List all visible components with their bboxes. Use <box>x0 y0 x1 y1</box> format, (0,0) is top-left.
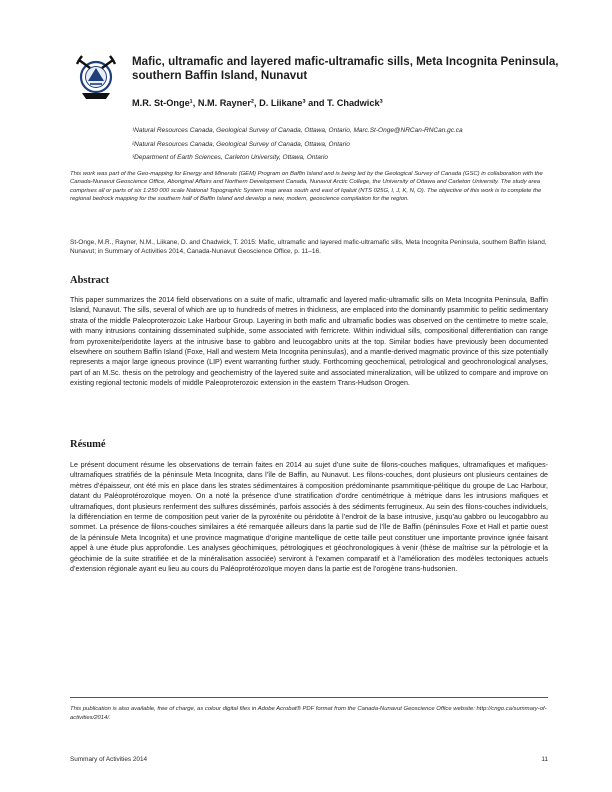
resume-heading: Résumé <box>70 439 106 450</box>
footnote: This publication is also available, free of charge, as colour digital files in Adobe Acrobat® PDF format from the Canada-Nunavut Geoscience Office website: http://cngo.ca/summary-of-activities/2014/. <box>70 706 547 721</box>
program-note: This work was part of the Geo-mapping for Energy and Minerals (GEM) Program on Baffin Island and is being led by the Geological Survey of Canada (GSC) in collaboration with the Canada-Nunavut Geoscience Office, Aboriginal Affairs and Northern Development Canada, Nunavut Arctic College, the University of Ottawa and Carleton University. The study area comprises all or parts of six 1:250 000 scale National Topographic System map areas south and east of Iqaluit (NTS 025G, I, J, K, N, O). The objective of this work is to complete the regional bedrock mapping for the southern half of Baffin Island and develop a new, modern, geoscience compilation for the region. <box>70 171 543 203</box>
abstract-text: This paper summarizes the 2014 field observations on a suite of mafic, ultramafic and layered mafic-ultramafic sills on Meta Incognita Peninsula, Baffin Island, Nunavut. The sills, several of which are up to hundreds of metres in thickness, are emplaced into the dominantly psammitic to pelitic sedimentary strata of the middle Paleoproterozoic Lake Harbour Group. Layering in both mafic and ultramafic bodies was observed on the centimetre to metre scale, with many intrusions containing disseminated sulphide, some associated with ferricrete. Within individual sills, compositional differentiation can range from pyroxenite/peridotite layers at the intrusive base to gabbro and leucogabbro units at the top. Similar bodies have previously been documented elsewhere on southern Baffin Island (Foxe, Hall and western Meta Incognita peninsulas), and a mantle-derived magmatic province of this size potentially represents a major large igneous province (LIP) event warranting further study. Forthcoming geochemical, petrological and geochronological analyses, part of an M.Sc. thesis on the petrology and geochemistry of the layered suite and associated mineralization, will be utilized to compare and improve on existing regional tectonic models of middle Paleoproterozoic extension in the eastern Trans-Hudson Orogen. <box>70 296 548 388</box>
citation: St-Onge, M.R., Rayner, N.M., Liikane, D. and Chadwick, T. 2015: Mafic, ultramafic and layered mafic-ultramafic sills, Meta Incognita Peninsula, southern Baffin Island, Nunavut; in Summary of Activities 2014, Canada-Nunavut Geoscience Office, p. 11–16. <box>70 239 547 255</box>
affiliations <box>132 124 562 165</box>
footnote-divider <box>70 697 548 698</box>
paper-title: Mafic, ultramafic and layered mafic-ultramafic sills, Meta Incognita Peninsula, southern Baffin Island, Nunavut <box>132 55 559 82</box>
author-list: M.R. St-Onge¹, N.M. Rayner², D. Liikane³ and T. Chadwick³ <box>132 98 383 108</box>
affiliation-1: ¹Natural Resources Canada, Geological Survey of Canada, Ottawa, Ontario, Marc.St-Onge@NRCan-RNCan.gc.ca <box>132 127 463 134</box>
page-number: 11 <box>541 756 548 763</box>
gsc-logo <box>74 51 118 101</box>
affiliation-2: ²Natural Resources Canada, Geological Survey of Canada, Ottawa, Ontario <box>132 140 350 148</box>
footer-publication: Summary of Activities 2014 <box>70 756 148 763</box>
abstract-heading: Abstract <box>70 275 110 286</box>
resume-text: Le présent document résume les observations de terrain faites en 2014 au sujet d’une suite de filons-couches mafiques, ultramafiques et mafiques-ultramafiques stratifiés de la péninsule Meta Incognita, dans l’île de Baffin, au Nunavut. Les filons-couches, dont plusieurs ont plusieurs centaines de mètres d’épaisseur, ont été mis en place dans les strates sédimentaires à composition prédominante psammitique-pélitique du groupe de Lac Harbour, datant du Paléoprotérozoïque moyen. On a noté la présence d’une stratification d’ordre centimétrique à métrique dans les intrusions mafiques et ultramafiques, dont plusieurs renferment des sulfures disséminés, parfois associés à des sédiments ferrugineux. Au sein des filons-couches individuels, la différenciation en terme de composition peut varier de la pyroxénite ou péridotite à l’endroit de la base intrusive, jusqu’au gabbro ou leucogabbro au sommet. La présence de filons-couches similaires a été remarquée ailleurs dans la partie sud de l’île de Baffin (péninsules Foxe et Hall et partie ouest de la péninsule Meta Incognita) et une province magmatique d’origine mantellique de cette taille peut constituer une importante province ignée faisant appel à une étude plus approfondie. Les analyses géochimiques, pétrologiques et géochronologiques à venir (thèse de maîtrise sur la pétrologie et la géochimie de la suite stratifiée et de la minéralisation associée) serviront à l’examen comparatif et à l’amélioration des modèles tectoniques actuels d’extension régionale ayant eu lieu au cours du Paléoprotérozoïque moyen dans la partie est de l’orogène trans-hudsonien. <box>70 461 548 574</box>
affiliation-3: ³Department of Earth Sciences, Carleton University, Ottawa, Ontario <box>132 154 329 161</box>
